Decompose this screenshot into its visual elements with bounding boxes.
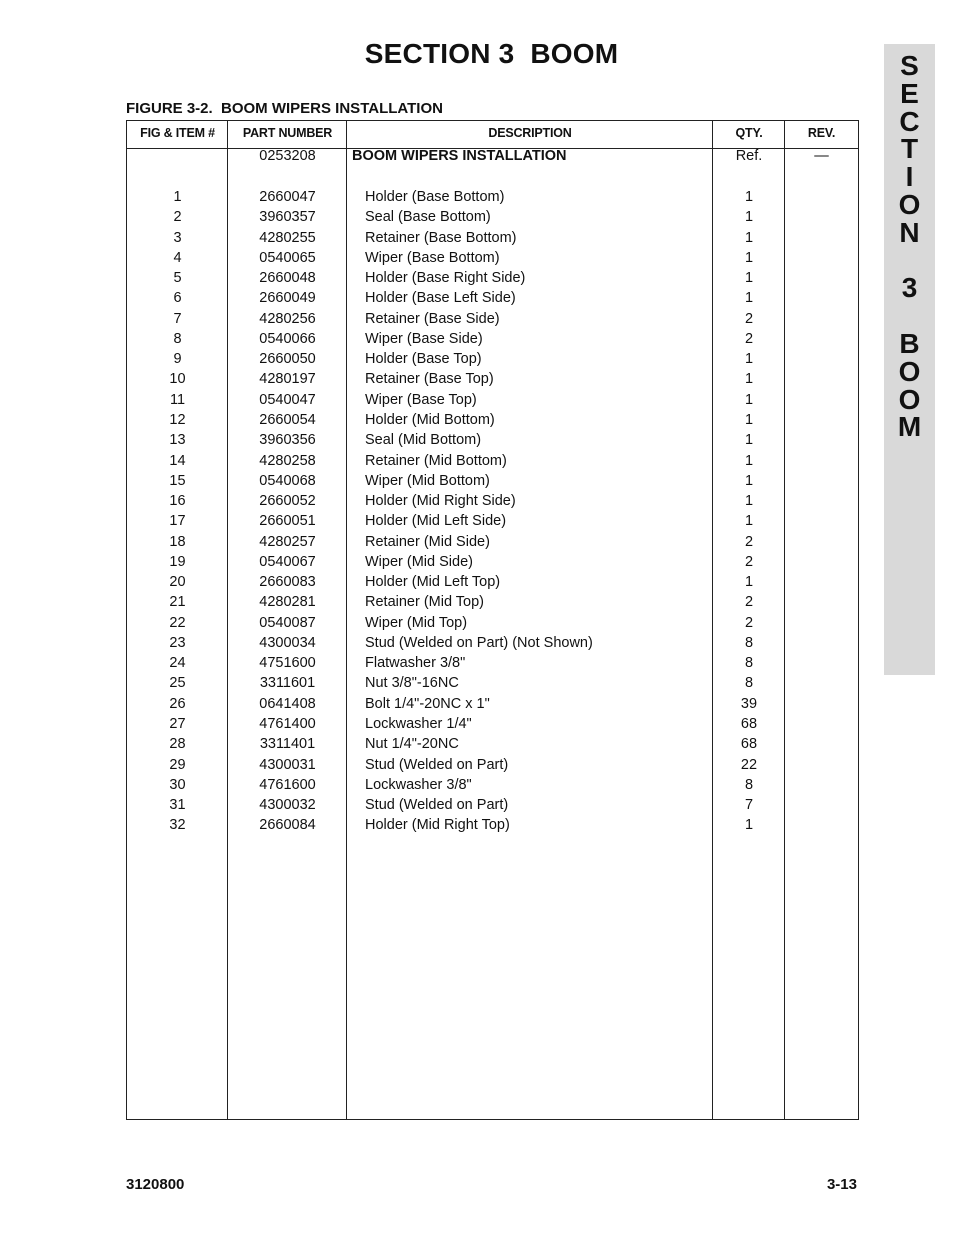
rev-cell xyxy=(785,471,858,491)
rev-cell xyxy=(785,187,858,207)
qty-cell: Ref. xyxy=(735,148,763,164)
item-cell: 9 xyxy=(173,351,182,368)
description-cell: Wiper (Base Bottom) xyxy=(365,249,500,266)
item-cell: 22 xyxy=(169,614,186,631)
part-number-cell: 4300032 xyxy=(259,797,316,814)
item-cell: 12 xyxy=(169,411,186,428)
qty-cell: 2 xyxy=(744,594,754,611)
qty-cell: 2 xyxy=(744,310,754,327)
col-header-rev: REV. xyxy=(807,126,836,140)
part-number-cell: 4300034 xyxy=(259,634,316,651)
table-row xyxy=(127,653,858,673)
col-header-part-number: PART NUMBER xyxy=(242,126,333,140)
table-row xyxy=(127,187,858,207)
table-row xyxy=(127,532,858,552)
table-row xyxy=(127,673,858,693)
rev-cell xyxy=(785,248,858,268)
description-cell: Retainer (Mid Top) xyxy=(365,594,485,611)
table-row xyxy=(127,410,858,430)
description-cell: Holder (Base Bottom) xyxy=(365,189,505,205)
assembly-row xyxy=(127,146,858,166)
rev-cell xyxy=(785,613,858,633)
qty-cell: 2 xyxy=(744,553,754,570)
side-tab-letter: O xyxy=(898,355,921,387)
description-cell: Stud (Welded on Part) (Not Shown) xyxy=(365,634,593,651)
description-cell: Stud (Welded on Part) xyxy=(365,756,509,773)
description-cell: Holder (Mid Right Side) xyxy=(365,493,516,510)
table-row xyxy=(127,369,858,389)
item-cell: 5 xyxy=(173,270,182,287)
col-header-description: DESCRIPTION xyxy=(488,126,572,140)
rev-cell xyxy=(785,633,858,653)
part-number-cell: 4280258 xyxy=(259,452,316,469)
rev-cell xyxy=(785,309,858,329)
item-cell: 3 xyxy=(173,229,182,246)
part-number-cell: 0540066 xyxy=(259,330,316,347)
item-cell: 24 xyxy=(169,655,186,672)
table-row xyxy=(127,248,858,268)
description-cell: Wiper (Mid Side) xyxy=(365,553,473,570)
part-number-cell: 4761600 xyxy=(259,776,316,793)
rev-cell xyxy=(785,694,858,714)
item-cell: 4 xyxy=(173,249,182,266)
section-title: SECTION 3 BOOM xyxy=(364,38,619,69)
rev-cell xyxy=(785,451,858,471)
rev-cell xyxy=(785,572,858,592)
qty-cell: 1 xyxy=(744,249,754,266)
table-row xyxy=(127,228,858,248)
part-number-cell: 0540047 xyxy=(259,391,316,408)
table-row xyxy=(127,207,858,227)
qty-cell: 8 xyxy=(744,655,754,672)
description-cell: Retainer (Base Bottom) xyxy=(365,229,517,246)
col-header-qty: QTY. xyxy=(735,126,763,140)
part-number-cell: 0540067 xyxy=(259,553,316,570)
table-row xyxy=(127,613,858,633)
table-row xyxy=(127,288,858,308)
table-row xyxy=(127,329,858,349)
table-row xyxy=(127,572,858,592)
rev-cell xyxy=(785,207,858,227)
qty-cell: 7 xyxy=(744,797,754,814)
qty-cell: 1 xyxy=(744,513,754,530)
col-header-item: FIG & ITEM # xyxy=(140,126,215,140)
rev-cell xyxy=(785,430,858,450)
table-row xyxy=(127,815,858,835)
description-cell: Retainer (Mid Bottom) xyxy=(365,452,507,469)
description-cell: Wiper (Base Side) xyxy=(365,330,483,347)
document-number: 3120800 xyxy=(126,1176,185,1193)
qty-cell: 1 xyxy=(744,452,754,469)
part-number-cell: 3960357 xyxy=(259,209,316,226)
qty-cell: 1 xyxy=(744,817,754,834)
item-cell: 21 xyxy=(169,594,186,611)
description-cell: Retainer (Mid Side) xyxy=(365,533,490,550)
rev-cell xyxy=(785,755,858,775)
parts-table xyxy=(126,120,859,1120)
item-cell: 29 xyxy=(169,756,186,773)
qty-cell: 2 xyxy=(744,330,754,347)
table-row xyxy=(127,694,858,714)
item-cell: 13 xyxy=(169,432,186,449)
part-number-cell: 2660084 xyxy=(259,817,316,834)
side-tab-letter: M xyxy=(897,411,922,443)
qty-cell: 1 xyxy=(744,351,754,368)
qty-cell: 1 xyxy=(744,371,754,388)
table-row xyxy=(127,511,858,531)
side-tab-letter: B xyxy=(899,327,920,359)
rev-cell xyxy=(785,410,858,430)
item-cell: 19 xyxy=(169,553,186,570)
description-cell: Holder (Base Top) xyxy=(365,351,482,368)
item-cell: 2 xyxy=(173,209,182,226)
rev-cell xyxy=(785,491,858,511)
item-cell: 26 xyxy=(169,695,186,712)
description-cell: Lockwasher 1/4" xyxy=(365,716,472,733)
item-cell: 32 xyxy=(169,817,186,834)
item-cell: 25 xyxy=(169,675,186,692)
qty-cell: 68 xyxy=(740,716,758,733)
part-number-cell: 4280197 xyxy=(259,371,316,388)
qty-cell: 1 xyxy=(744,189,754,205)
part-number-cell: 4280256 xyxy=(259,310,316,327)
rev-cell xyxy=(785,268,858,288)
qty-cell: 22 xyxy=(740,756,758,773)
item-cell: 31 xyxy=(169,797,186,814)
table-row xyxy=(127,775,858,795)
rev-cell xyxy=(785,775,858,795)
description-cell: Bolt 1/4"-20NC x 1" xyxy=(365,695,490,712)
description-cell: Holder (Mid Left Side) xyxy=(365,513,507,530)
description-cell: Seal (Mid Bottom) xyxy=(365,432,482,449)
description-cell: Holder (Base Right Side) xyxy=(365,270,526,287)
qty-cell: 8 xyxy=(744,776,754,793)
part-number-cell: 4300031 xyxy=(259,756,316,773)
qty-cell: 68 xyxy=(740,736,758,753)
table-row xyxy=(127,349,858,369)
part-number-cell: 2660048 xyxy=(259,270,316,287)
qty-cell: 1 xyxy=(744,574,754,591)
qty-cell: 1 xyxy=(744,229,754,246)
part-number-cell: 2660051 xyxy=(259,513,316,530)
side-tab-letter: 3 xyxy=(901,272,918,304)
description-cell: Wiper (Mid Bottom) xyxy=(365,472,490,489)
item-cell: 8 xyxy=(173,330,182,347)
rev-cell xyxy=(785,734,858,754)
description-cell: Wiper (Mid Top) xyxy=(365,614,468,631)
part-number-cell: 2660052 xyxy=(259,493,316,510)
part-number-cell: 2660050 xyxy=(259,351,316,368)
side-tab-letter: T xyxy=(900,133,919,165)
item-cell: 15 xyxy=(169,472,186,489)
qty-cell: 1 xyxy=(744,270,754,287)
description-cell: Retainer (Base Top) xyxy=(365,371,494,388)
part-number-cell: 2660083 xyxy=(259,574,316,591)
table-row xyxy=(127,390,858,410)
item-cell: 30 xyxy=(169,776,186,793)
qty-cell: 2 xyxy=(744,533,754,550)
description-cell: Holder (Base Left Side) xyxy=(365,290,516,307)
table-header xyxy=(127,121,858,149)
qty-cell: 8 xyxy=(744,634,754,651)
table-row xyxy=(127,309,858,329)
rev-cell: — xyxy=(814,148,829,164)
qty-cell: 1 xyxy=(744,209,754,226)
item-cell: 6 xyxy=(173,290,182,307)
description-cell: Holder (Mid Right Top) xyxy=(365,817,510,834)
table-row xyxy=(127,734,858,754)
table-row xyxy=(127,592,858,612)
qty-cell: 8 xyxy=(744,675,754,692)
description-cell: Holder (Mid Bottom) xyxy=(365,411,495,428)
item-cell: 10 xyxy=(169,371,186,388)
rev-cell xyxy=(785,714,858,734)
part-number-cell: 2660054 xyxy=(259,411,316,428)
side-tab-letters xyxy=(884,52,935,441)
qty-cell: 2 xyxy=(744,614,754,631)
side-tab-letter: I xyxy=(905,161,914,193)
table-row xyxy=(127,268,858,288)
part-number-cell: 4280257 xyxy=(259,533,316,550)
rev-cell xyxy=(785,228,858,248)
side-tab-letter: O xyxy=(898,188,921,220)
side-tab-letter: S xyxy=(900,50,919,81)
description-cell: Wiper (Base Top) xyxy=(365,391,477,408)
side-tab-letter: N xyxy=(899,216,920,248)
table-row xyxy=(127,430,858,450)
item-cell: 11 xyxy=(169,391,186,408)
page-number: 3-13 xyxy=(826,1176,857,1193)
part-number-cell: 4280281 xyxy=(259,594,316,611)
part-number-cell: 0540065 xyxy=(259,249,316,266)
table-row xyxy=(127,552,858,572)
part-number-cell: 0253208 xyxy=(259,148,316,164)
table-row xyxy=(127,714,858,734)
rev-cell xyxy=(785,673,858,693)
side-tab-letter: O xyxy=(898,383,921,415)
rev-cell xyxy=(785,552,858,572)
part-number-cell: 3311601 xyxy=(259,675,316,692)
description-cell: Seal (Base Bottom) xyxy=(365,209,491,226)
item-cell: 16 xyxy=(169,493,186,510)
rev-cell xyxy=(785,329,858,349)
rev-cell xyxy=(785,532,858,552)
qty-cell: 39 xyxy=(740,695,758,712)
description-cell: BOOM WIPERS INSTALLATION xyxy=(352,148,567,164)
item-cell: 7 xyxy=(173,310,182,327)
item-cell: 14 xyxy=(169,452,186,469)
rev-cell xyxy=(785,592,858,612)
side-tab-letter: C xyxy=(899,105,920,137)
qty-cell: 1 xyxy=(744,493,754,510)
description-cell: Stud (Welded on Part) xyxy=(365,797,509,814)
table-row xyxy=(127,451,858,471)
part-number-cell: 4761400 xyxy=(259,716,316,733)
part-number-cell: 3960356 xyxy=(259,432,316,449)
rev-cell xyxy=(785,653,858,673)
rev-cell xyxy=(785,815,858,835)
table-row xyxy=(127,491,858,511)
section-side-tab xyxy=(884,44,935,675)
part-number-cell: 2660049 xyxy=(259,290,316,307)
rev-cell xyxy=(785,369,858,389)
qty-cell: 1 xyxy=(744,290,754,307)
item-cell xyxy=(127,146,228,166)
rev-cell xyxy=(785,349,858,369)
rev-cell xyxy=(785,511,858,531)
item-cell: 28 xyxy=(169,736,186,753)
qty-cell: 1 xyxy=(744,432,754,449)
item-cell: 27 xyxy=(169,716,186,733)
part-number-cell: 0540068 xyxy=(259,472,316,489)
description-cell: Nut 1/4"-20NC xyxy=(365,736,459,753)
rev-cell xyxy=(785,288,858,308)
side-tab-letter: E xyxy=(900,77,919,109)
qty-cell: 1 xyxy=(744,472,754,489)
description-cell: Nut 3/8"-16NC xyxy=(365,675,459,692)
description-cell: Flatwasher 3/8" xyxy=(365,655,466,672)
table-row xyxy=(127,795,858,815)
rev-cell xyxy=(785,390,858,410)
part-number-cell: 2660047 xyxy=(259,189,316,205)
part-number-cell: 4751600 xyxy=(259,655,316,672)
item-cell: 1 xyxy=(173,189,182,205)
description-cell: Lockwasher 3/8" xyxy=(365,776,472,793)
table-row xyxy=(127,471,858,491)
table-row xyxy=(127,633,858,653)
figure-title: FIGURE 3-2. BOOM WIPERS INSTALLATION xyxy=(126,100,443,117)
description-cell: Retainer (Base Side) xyxy=(365,310,500,327)
part-number-cell: 3311401 xyxy=(259,736,316,753)
item-cell: 17 xyxy=(169,513,186,530)
description-cell: Holder (Mid Left Top) xyxy=(365,574,501,591)
qty-cell: 1 xyxy=(744,391,754,408)
item-cell: 23 xyxy=(169,634,186,651)
part-number-cell: 0540087 xyxy=(259,614,316,631)
table-row xyxy=(127,755,858,775)
qty-cell: 1 xyxy=(744,411,754,428)
item-cell: 18 xyxy=(169,533,186,550)
part-number-cell: 0641408 xyxy=(259,695,316,712)
part-number-cell: 4280255 xyxy=(259,229,316,246)
rev-cell xyxy=(785,795,858,815)
item-cell: 20 xyxy=(169,574,186,591)
